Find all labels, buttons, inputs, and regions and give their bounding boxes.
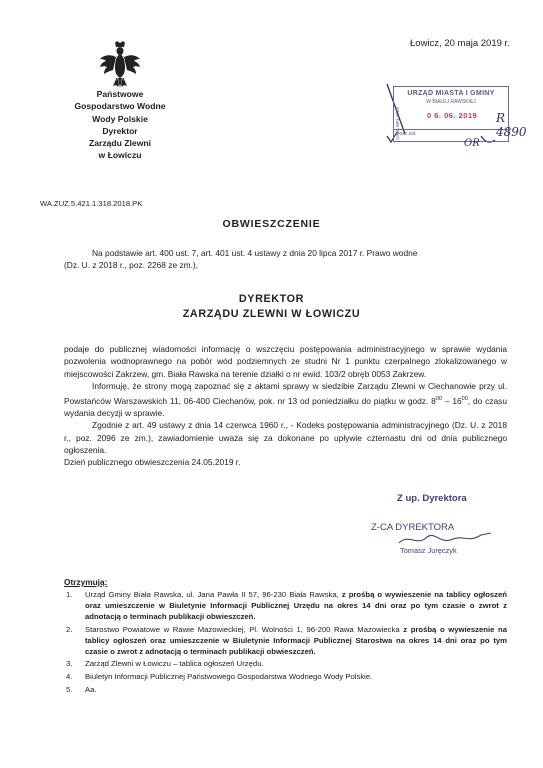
- recipients-list: [64, 590, 507, 698]
- body-paragraph: Dzień publicznego obwieszczenia 24.05.2019 r.: [64, 457, 241, 468]
- list-item-number: 3.: [66, 659, 73, 669]
- list-item-text: Aa.: [85, 685, 97, 695]
- legal-basis-line: (Dz. U. z 2018 r., poz. 2268 ze zm.),: [64, 260, 199, 270]
- stamp-frame: [393, 86, 527, 149]
- org-line: Dyrektor: [102, 125, 138, 136]
- signature-on-behalf: Z up. Dyrektora: [397, 493, 467, 504]
- issuing-organization: [40, 88, 200, 162]
- list-item: [64, 685, 507, 696]
- legal-basis: [64, 247, 504, 271]
- stamp-handwritten-number: R 4890: [496, 111, 527, 139]
- list-item-number: 1.: [66, 590, 73, 599]
- signatory-name: Tomasz Juręczyk: [400, 546, 457, 555]
- director-office: ZARZĄDU ZLEWNI W ŁOWICZU: [182, 307, 361, 320]
- body-paragraph: [64, 419, 507, 456]
- stamp-divider: [394, 129, 508, 130]
- receipt-stamp: [383, 80, 527, 150]
- body-text: Informuję, że strony mogą zapoznać się z aktami sprawy w siedzibie Zarządu Zlewni w Ciechanowie przy ul. Powstańców Warszawskich 11, 06-400 Ciechanów, pok. nr 13 od poniedziałku do piątku w godz. 8: [64, 381, 507, 406]
- body-paragraph: [64, 380, 507, 419]
- director-title: DYREKTOR: [238, 293, 305, 305]
- director-heading: [0, 292, 543, 321]
- body-paragraph: podaje do publicznej wiadomości informację o wszczęciu postępowania administracyjnego w sprawie wydania pozwolenia wodnoprawnego na pobór wód podziemnych ze studni Nr 1 punktu czerpalnego zlokalizowanego w miejscowości Zakrzew, gm. Biała Rawska na terenie działki o nr ewid. 103/2 obręb 0053 Zakrzew.: [64, 344, 507, 379]
- list-item: [64, 659, 507, 670]
- org-line: Państwowe: [96, 89, 144, 99]
- list-item: [64, 590, 507, 623]
- body-text: , do czasu wydania decyzji w sprawie.: [64, 395, 508, 418]
- stamp-receipt-label: DATA WPŁYWU: [395, 107, 400, 140]
- body-text: – 16: [441, 395, 462, 406]
- stamp-attachments-label: Ilość zał.: [397, 131, 417, 137]
- hour-superscript: 00: [435, 395, 442, 402]
- body-text: Zgodnie z art. 49 ustawy z dnia 14 czerwca 1960 r., - Kodeks postępowania administracyjnego (Dz. U. z 2018 r., poz. 2096 ze zm.), zawiadomienie uważa się za dokonane po upływie czternastu dni od dnia publicznego ogłoszenia.: [64, 420, 507, 456]
- stamp-receipt-date: 0 6. 06. 2019: [427, 111, 478, 120]
- reference-number: WA.ZUZ.5.421.1.318.2018.PK: [40, 199, 143, 208]
- document-date: Łowicz, 20 maja 2019 r.: [410, 38, 510, 49]
- list-item: [64, 625, 507, 658]
- list-item: [64, 672, 507, 683]
- hour-superscript: 00: [461, 395, 468, 402]
- list-item-text: Starostwo Powiatowe w Rawie Mazowieckiej, Pl. Wolności 1, 96-200 Rawa Mazowiecka: [85, 624, 404, 634]
- stamp-handwritten-code: OR: [464, 138, 480, 149]
- list-item-request: z prośbą o wywieszenie na tablicy ogłoszeń oraz umieszczenie w Biuletynie Informacji Publicznej Urzędu na okres 14 dni oraz po tym czasie o zwrot z adnotacją o terminach publikacji obwieszczeń.: [85, 590, 507, 621]
- list-item-number: 5.: [66, 685, 73, 695]
- list-item-text: Urząd Gminy Biała Rawska, ul. Jana Pawła II 57, 96-230 Biała Rawska,: [85, 590, 342, 599]
- stamp-office-name: URZĄD MIASTA I GMINY: [407, 90, 495, 97]
- list-item-text: Biuletyn Informacji Publicznej Państwowego Gospodarstwa Wodnego Wody Polskie.: [85, 672, 373, 682]
- signature-role: Z-CA DYREKTORA: [371, 522, 455, 533]
- list-item-request: z prośbą o wywieszenie na tablicy ogłoszeń oraz umieszczenie w Biuletynie Informacji Publicznej Starostwa na okres 14 dni oraz po tym czasie o zwrot z adnotacją o terminach publikacji obwieszczeń.: [85, 624, 507, 656]
- org-line: Gospodarstwo Wodne: [74, 101, 166, 112]
- list-item-number: 2.: [66, 624, 73, 634]
- list-item-number: 4.: [66, 672, 73, 682]
- document-title: OBWIESZCZENIE: [222, 218, 321, 230]
- org-line: Wody Polskie: [92, 113, 148, 124]
- stamp-office-town: W BIAŁEJ RAWSKIEJ: [426, 99, 476, 105]
- recipients-heading: Otrzymują:: [64, 577, 108, 587]
- org-line: Zarządu Zlewni: [88, 138, 152, 149]
- notice-body: [64, 343, 507, 469]
- polish-eagle-emblem-icon: [98, 40, 142, 90]
- org-line: w Łowiczu: [98, 150, 142, 161]
- legal-basis-line: Na podstawie art. 400 ust. 7, art. 401 ust. 4 ustawy z dnia 20 lipca 2017 r. Prawo wodne: [92, 248, 418, 258]
- list-item-text: Zarząd Zlewni w Łowiczu – tablica ogłoszeń Urzędu.: [85, 659, 264, 669]
